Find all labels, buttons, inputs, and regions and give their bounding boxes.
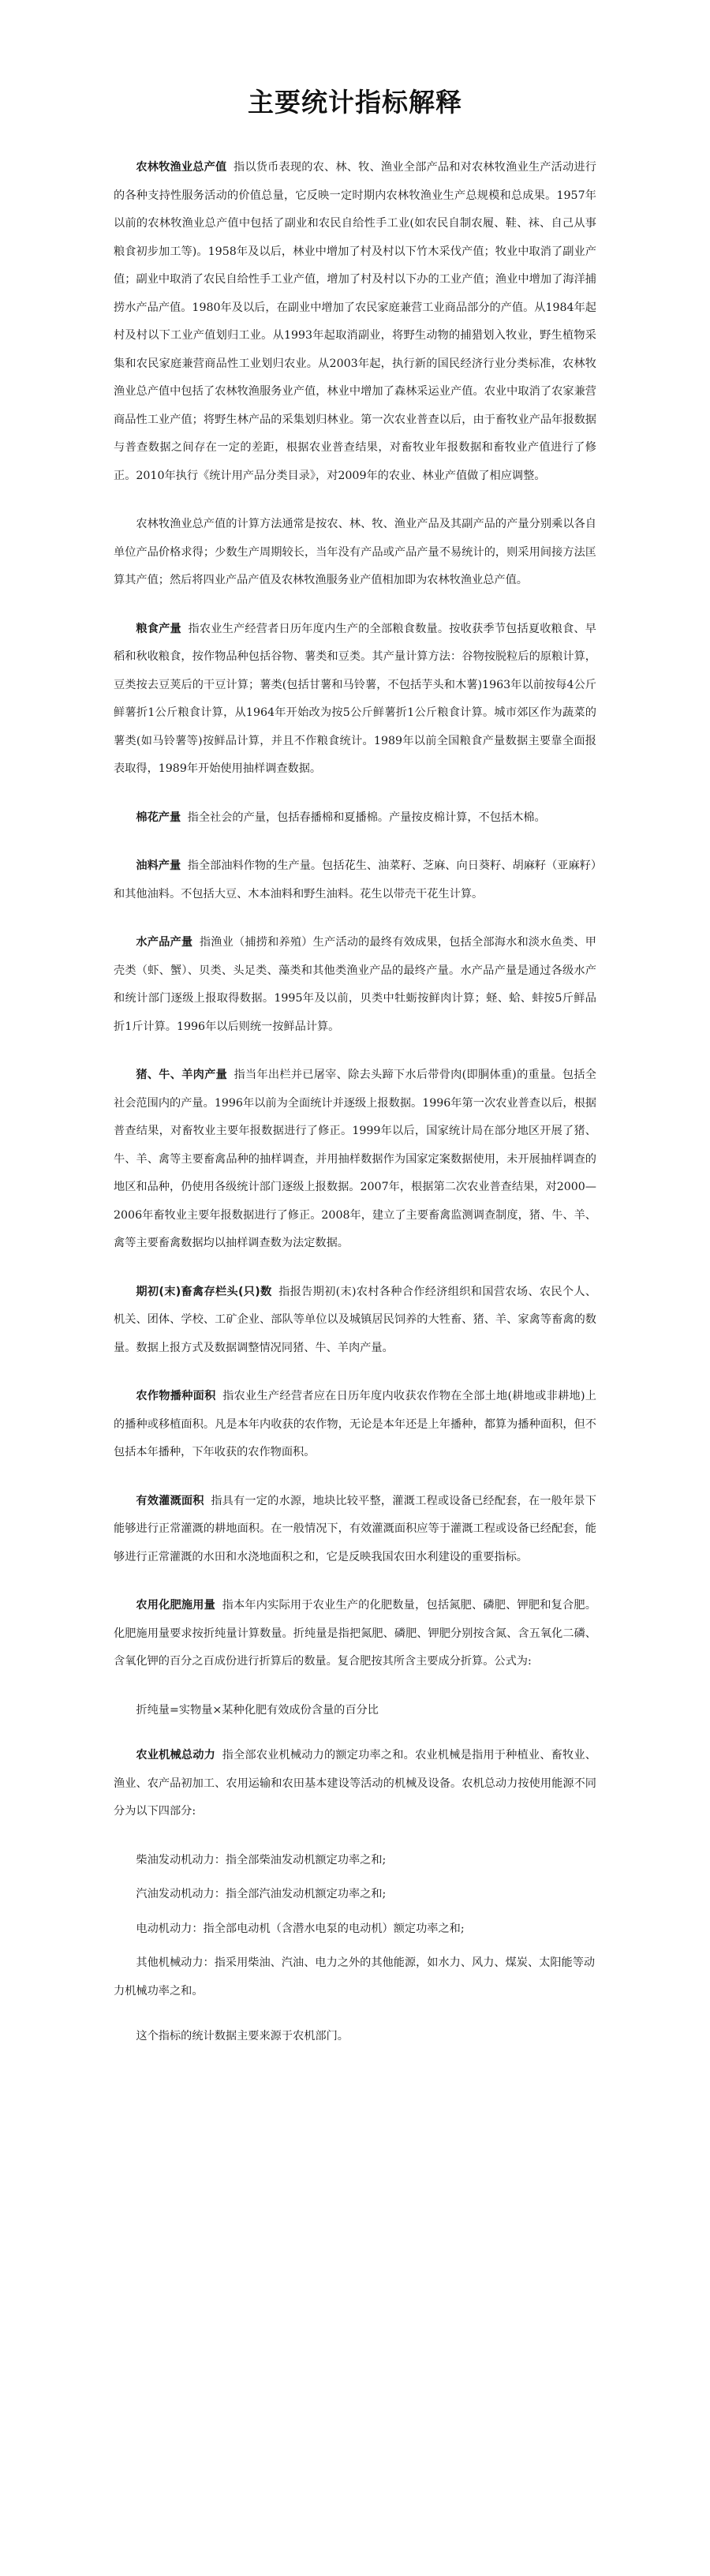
paragraph-fertilizer-use	[114, 1592, 596, 1676]
term-oil-crops-output: 油料产量	[136, 859, 181, 872]
paragraph-livestock-stock	[114, 1279, 596, 1363]
term-cotton-output: 棉花产量	[136, 811, 181, 824]
term-machinery-power: 农业机械总动力	[136, 1749, 216, 1762]
definition-irrigated-area: 指具有一定的水源，地块比较平整，灌溉工程或设备已经配套，在一般年景下能够进行正常灌溉的耕地面积。在一般情况下，有效灌溉面积应等于灌溉工程或设备已经配套，能够进行正常灌溉的水田和水浇地面积之和，它是反映我国农田水利建设的重要指标。	[114, 1494, 596, 1563]
paragraph-sown-area	[114, 1383, 596, 1467]
power-item-other: 其他机械动力：指采用柴油、汽油、电力之外的其他能源，如水力、风力、煤炭、太阳能等动力机械功率之和。	[114, 1956, 596, 1998]
power-item-electric: 电动机动力：指全部电动机（含潜水电泵的电动机）额定功率之和;	[136, 1922, 465, 1935]
term-gross-output-value: 农林牧渔业总产值	[136, 161, 227, 174]
power-item-gasoline: 汽油发动机动力：指全部汽油发动机额定功率之和;	[136, 1888, 387, 1900]
power-item-diesel: 柴油发动机动力：指全部柴油发动机额定功率之和;	[136, 1853, 387, 1866]
data-source-note: 这个指标的统计数据主要来源于农机部门。	[136, 2030, 349, 2042]
definition-calculation-method: 农林牧渔业总产值的计算方法通常是按农、林、牧、渔业产品及其副产品的产量分别乘以各自单位产品价格求得；少数生产周期较长，当年没有产品或产品产量不易统计的，则采用间接方法匡算其产值；然后将四业产品产值及农林牧渔服务业产值相加即为农林牧渔业总产值。	[114, 518, 596, 586]
paragraph-cotton-output	[114, 804, 596, 833]
paragraph-calculation-method	[114, 511, 596, 595]
definition-oil-crops-output: 指全部油料作物的生产量。包括花生、油菜籽、芝麻、向日葵籽、胡麻籽（亚麻籽）和其他油料。不包括大豆、木本油料和野生油料。花生以带壳干花生计算。	[114, 859, 596, 900]
fertilizer-formula: 折纯量=实物量×某种化肥有效成份含量的百分比	[136, 1703, 379, 1717]
term-fertilizer-use: 农用化肥施用量	[136, 1599, 216, 1612]
definition-cotton-output: 指全社会的产量，包括春播棉和夏播棉。产量按皮棉计算，不包括木棉。	[187, 811, 546, 824]
term-aquatic-output: 水产品产量	[136, 936, 193, 949]
term-grain-output: 粮食产量	[136, 622, 181, 635]
definition-grain-output: 指农业生产经营者日历年度内生产的全部粮食数量。按收获季节包括夏收粮食、早稻和秋收粮食，按作物品种包括谷物、薯类和豆类。其产量计算方法：谷物按脱粒后的原粮计算，豆类按去豆荚后的干豆计算；薯类(包括甘薯和马铃薯，不包括芋头和木薯)1963年以前按每4公斤鲜薯折1公斤粮食计算，从1964年开始改为按5公斤鲜薯折1公斤粮食计算。城市郊区作为蔬菜的薯类(如马铃薯等)按鲜品计算，并且不作粮食统计。1989年以前全国粮食产量数据主要靠全面报表取得，1989年开始使用抽样调查数据。	[114, 622, 596, 775]
definition-machinery-power: 指全部农业机械动力的额定功率之和。农业机械是指用于种植业、畜牧业、渔业、农产品初加工、农用运输和农田基本建设等活动的机械及设备。农机总动力按使用能源不同分为以下四部分:	[114, 1749, 596, 1818]
definition-fertilizer-use: 指本年内实际用于农业生产的化肥数量，包括氮肥、磷肥、钾肥和复合肥。化肥施用量要求按折纯量计算数量。折纯量是指把氮肥、磷肥、钾肥分别按含氮、含五氧化二磷、含氧化钾的百分之百成份进行折算后的数量。复合肥按其所含主要成分折算。公式为:	[114, 1599, 596, 1668]
definition-livestock-stock: 指报告期初(末)农村各种合作经济组织和国营农场、农民个人、机关、团体、学校、工矿企业、部队等单位以及城镇居民饲养的大牲畜、猪、羊、家禽等畜禽的数量。数据上报方式及数据调整情况同猪、牛、羊肉产量。	[114, 1285, 597, 1354]
term-sown-area: 农作物播种面积	[136, 1390, 216, 1402]
paragraph-grain-output	[114, 616, 596, 784]
paragraph-aquatic-output	[114, 929, 596, 1041]
definition-sown-area: 指农业生产经营者应在日历年度内收获农作物在全部土地(耕地或非耕地)上的播种或移植面积。凡是本年内收获的农作物，无论是本年还是上年播种，都算为播种面积，但不包括本年播种，下年收获的农作物面积。	[114, 1390, 596, 1458]
paragraph-gross-output-value	[114, 154, 596, 490]
paragraph-machinery-power	[114, 1742, 596, 1826]
document-title: 主要统计指标解释	[248, 87, 462, 118]
paragraph-irrigated-area	[114, 1488, 596, 1572]
paragraph-oil-crops-output	[114, 852, 596, 908]
term-irrigated-area: 有效灌溉面积	[136, 1494, 204, 1507]
term-meat-output: 猪、牛、羊肉产量	[136, 1069, 228, 1081]
definition-meat-output: 指当年出栏并已屠宰、除去头蹄下水后带骨肉(即胴体重)的重量。包括全社会范围内的产量。1996年以前为全面统计并逐级上报数据。1996年第一次农业普查以后，根据普查结果，对畜牧业主要年报数据进行了修正。1999年以后，国家统计局在部分地区开展了猪、牛、羊、禽等主要畜禽品种的抽样调查，并用抽样数据作为国家定案数据使用，未开展抽样调查的地区和品种，仍使用各级统计部门逐级上报数据。2007年，根据第二次农业普查结果，对2000—2006年畜牧业主要年报数据进行了修正。2008年，建立了主要畜禽监测调查制度，猪、牛、羊、禽等主要畜禽数据均以抽样调查数为法定数据。	[114, 1069, 596, 1249]
paragraph-meat-output	[114, 1061, 596, 1258]
definition-gross-output-value: 指以货币表现的农、林、牧、渔业全部产品和对农林牧渔业生产活动进行的各种支持性服务活动的价值总量，它反映一定时期内农林牧渔业生产总规模和总成果。1957年以前的农林牧渔业总产值中包括了副业和农民自给性手工业(如农民自制农履、鞋、袜、自己从事粮食初步加工等)。1958年及以后，林业中增加了村及村以下竹木采伐产值；牧业中取消了副业产值；副业中取消了农民自给性手工业产值，增加了村及村以下办的工业产值；渔业中增加了海洋捕捞水产品产值。1980年及以后，在副业中增加了农民家庭兼营工业商品部分的产值。从1984年起村及村以下工业产值划归工业。从1993年起取消副业，将野生动物的捕猎划入牧业，野生植物采集和农民家庭兼营商品性工业划归农业。从2003年起，执行新的国民经济行业分类标准，农林牧渔业总产值中包括了农林牧渔服务业产值，林业中增加了森林采运业产值。农业中取消了农家兼营商品性工业产值；将野生林产品的采集划归林业。第一次农业普查以后，由于畜牧业产品年报数据与普查数据之间存在一定的差距，根据农业普查结果，对畜牧业年报数据和畜牧业产值进行了修正。2010年执行《统计用产品分类目录》，对2009年的农业、林业产值做了相应调整。	[114, 161, 596, 482]
term-livestock-stock: 期初(末)畜禽存栏头(只)数	[136, 1285, 272, 1298]
definition-aquatic-output: 指渔业（捕捞和养殖）生产活动的最终有效成果，包括全部海水和淡水鱼类、甲壳类（虾、蟹）、贝类、头足类、藻类和其他类渔业产品的最终产量。水产品产量是通过各级水产和统计部门逐级上报取得数据。1995年及以前，贝类中牡蛎按鲜肉计算；蛏、蛤、蚌按5斤鲜品折1斤计算。1996年以后则统一按鲜品计算。	[114, 936, 596, 1033]
